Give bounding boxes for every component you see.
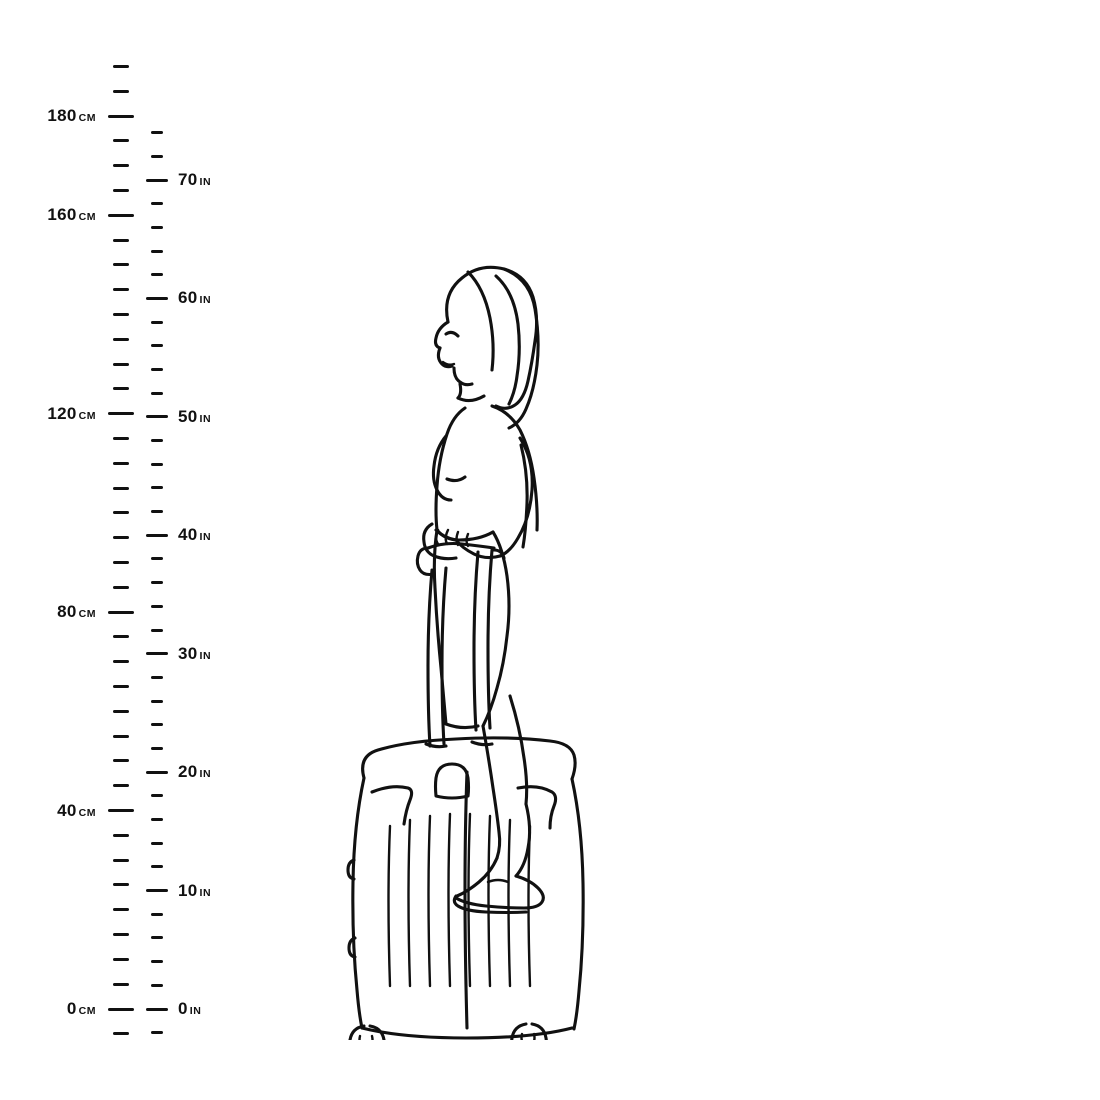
inch-unit: IN: [199, 294, 212, 307]
inch-minor-tick: [151, 818, 163, 821]
cm-minor-tick: [113, 263, 129, 266]
cm-major-tick: [108, 214, 134, 217]
inch-major-tick: [146, 771, 168, 774]
cm-minor-tick: [113, 164, 129, 167]
cm-unit: CM: [78, 806, 96, 819]
inch-axis-label: [178, 999, 201, 1019]
inch-axis-label: [178, 644, 211, 664]
inch-unit: IN: [189, 1005, 202, 1017]
cm-minor-tick: [113, 635, 129, 638]
inch-axis-label: [178, 881, 211, 901]
cm-minor-tick: [113, 387, 129, 390]
inch-minor-tick: [151, 913, 163, 916]
cm-minor-tick: [113, 933, 129, 936]
inch-minor-tick: [151, 321, 163, 324]
cm-minor-tick: [113, 784, 129, 787]
cm-minor-tick: [113, 363, 129, 366]
head-and-hair: [436, 267, 539, 428]
inch-value: 20: [178, 762, 198, 782]
cm-minor-tick: [113, 586, 129, 589]
inch-minor-tick: [151, 676, 163, 679]
inch-minor-tick: [151, 794, 163, 797]
inch-major-tick: [146, 179, 168, 182]
inch-minor-tick: [151, 605, 163, 608]
cm-value: 180: [47, 106, 77, 125]
cm-axis-label: [0, 205, 96, 225]
cm-major-tick: [108, 1008, 134, 1011]
inch-minor-tick: [151, 392, 163, 395]
inch-minor-tick: [151, 368, 163, 371]
cm-minor-tick: [113, 288, 129, 291]
cm-minor-tick: [113, 735, 129, 738]
inch-value: 40: [178, 525, 198, 545]
cm-value: 0: [66, 999, 77, 1018]
inch-axis-label: [178, 525, 211, 545]
cm-unit: CM: [78, 608, 96, 621]
cm-minor-tick: [113, 65, 129, 68]
inch-minor-tick: [151, 960, 163, 963]
cm-minor-tick: [113, 239, 129, 242]
inch-unit: IN: [199, 649, 212, 662]
cm-minor-tick: [113, 561, 129, 564]
inch-minor-tick: [151, 723, 163, 726]
cm-unit: CM: [78, 1005, 96, 1017]
cm-major-tick: [108, 809, 134, 812]
inch-unit: IN: [199, 886, 212, 899]
cm-minor-tick: [113, 660, 129, 663]
cm-minor-tick: [113, 908, 129, 911]
inch-minor-tick: [151, 1031, 163, 1034]
inch-minor-tick: [151, 463, 163, 466]
cm-axis-label: [0, 404, 96, 424]
cm-major-tick: [108, 412, 134, 415]
cm-minor-tick: [113, 883, 129, 886]
inch-value: 0: [178, 999, 188, 1018]
cm-minor-tick: [113, 859, 129, 862]
cm-minor-tick: [113, 313, 129, 316]
inch-major-tick: [146, 889, 168, 892]
inch-minor-tick: [151, 936, 163, 939]
inch-value: 50: [178, 406, 198, 426]
cm-axis-label: [0, 801, 96, 821]
inch-minor-tick: [151, 581, 163, 584]
suitcase-handle: [417, 544, 504, 747]
inch-value: 60: [178, 288, 198, 308]
cm-unit: CM: [78, 211, 96, 224]
inch-major-tick: [146, 415, 168, 418]
inch-minor-tick: [151, 629, 163, 632]
inch-minor-tick: [151, 202, 163, 205]
cm-minor-tick: [113, 710, 129, 713]
cm-minor-tick: [113, 511, 129, 514]
cm-minor-tick: [113, 462, 129, 465]
inch-major-tick: [146, 1008, 168, 1011]
cm-minor-tick: [113, 1032, 129, 1035]
inch-axis-label: [178, 407, 211, 427]
cm-minor-tick: [113, 958, 129, 961]
inch-unit: IN: [199, 531, 212, 544]
inch-major-tick: [146, 297, 168, 300]
cm-value: 120: [47, 403, 77, 423]
cm-unit: CM: [78, 409, 96, 422]
cm-minor-tick: [113, 90, 129, 93]
inch-axis-label: [178, 170, 211, 190]
inch-value: 70: [178, 170, 198, 189]
inch-major-tick: [146, 652, 168, 655]
inch-unit: IN: [199, 176, 212, 188]
cm-minor-tick: [113, 685, 129, 688]
cm-axis-label: [0, 602, 96, 622]
inch-axis-label: [178, 762, 211, 782]
cm-axis-label: [0, 999, 96, 1019]
inch-minor-tick: [151, 439, 163, 442]
cm-minor-tick: [113, 759, 129, 762]
cm-minor-tick: [113, 338, 129, 341]
cm-minor-tick: [113, 139, 129, 142]
inch-minor-tick: [151, 486, 163, 489]
legs-trousers: [434, 530, 526, 858]
inch-minor-tick: [151, 557, 163, 560]
inch-minor-tick: [151, 700, 163, 703]
cm-major-tick: [108, 115, 134, 118]
inch-minor-tick: [151, 131, 163, 134]
inch-minor-tick: [151, 747, 163, 750]
torso-top: [433, 406, 537, 547]
cm-minor-tick: [113, 487, 129, 490]
inch-axis-label: [178, 288, 211, 308]
cm-minor-tick: [113, 189, 129, 192]
inch-minor-tick: [151, 250, 163, 253]
woman-with-suitcase-illustration: [320, 230, 680, 1040]
cm-major-tick: [108, 611, 134, 614]
inch-minor-tick: [151, 155, 163, 158]
inch-unit: IN: [199, 768, 212, 781]
inch-minor-tick: [151, 842, 163, 845]
cm-minor-tick: [113, 983, 129, 986]
cm-axis-label: [0, 106, 96, 126]
inch-minor-tick: [151, 984, 163, 987]
inch-major-tick: [146, 534, 168, 537]
cm-unit: CM: [78, 112, 96, 124]
cm-minor-tick: [113, 536, 129, 539]
suitcase-body: [348, 738, 583, 1038]
inch-minor-tick: [151, 865, 163, 868]
inch-minor-tick: [151, 510, 163, 513]
line-drawing: [320, 230, 680, 1040]
inch-value: 30: [178, 643, 198, 663]
inch-minor-tick: [151, 226, 163, 229]
inch-unit: IN: [199, 412, 212, 425]
cm-value: 80: [57, 602, 77, 622]
inch-minor-tick: [151, 344, 163, 347]
inch-minor-tick: [151, 273, 163, 276]
cm-minor-tick: [113, 834, 129, 837]
cm-minor-tick: [113, 437, 129, 440]
arm: [436, 438, 532, 558]
cm-value: 160: [47, 205, 77, 225]
cm-value: 40: [57, 800, 77, 820]
inch-value: 10: [178, 880, 198, 900]
